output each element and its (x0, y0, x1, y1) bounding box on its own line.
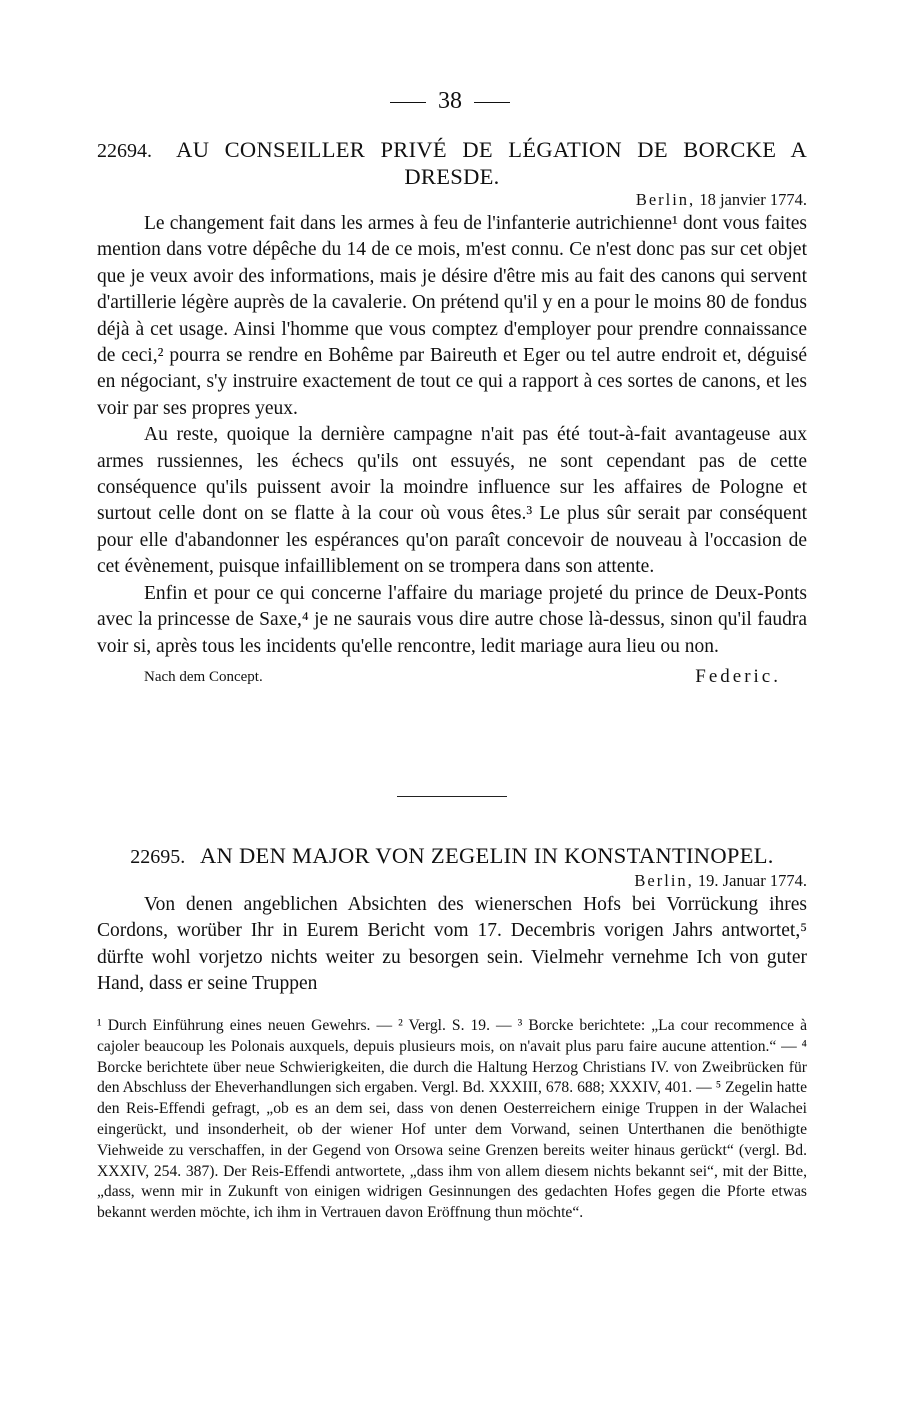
page-number-dash-right (474, 102, 510, 103)
letter-heading (97, 843, 807, 870)
source-note: Nach dem Concept. (144, 668, 263, 685)
letter-dateline (97, 189, 807, 211)
letter-date: 18 janvier 1774. (699, 190, 807, 209)
letter-22694 (97, 137, 807, 688)
letter-place: Berlin, (634, 871, 694, 890)
letter-paragraph: Enfin et pour ce qui concerne l'affaire du mariage projeté du prince de Deux-Ponts avec la princesse de Saxe,⁴ je ne saurais vous dire autre chose là-dessus, sinon qu'il faudra voir si, après tous les incidents qu'elle rencontre, ledit mariage aura lieu ou non. (97, 582, 807, 657)
letter-paragraph: Von denen angeblichen Absichten des wienerschen Hofs bei Vorrückung ihres Cordons, worüber Ihr in Eurem Bericht vom 17. Decembris vorigen Jahrs antwortet,⁵ dürfte wohl vorjetzo nichts weiter zu besorgen sein. Vielmehr vernehme Ich von guter Hand, dass er seine Truppen (97, 894, 807, 995)
letter-title: AU CONSEILLER PRIVÉ DE LÉGATION DE BORCKE A DRESDE. (176, 137, 807, 189)
letter-paragraph: Au reste, quoique la dernière campagne n'ait pas été tout-à-fait avantageuse aux armes russiennes, les échecs qu'ils ont essuyés, ne sont cependant pas de cette conséquence qu'ils puissent avoir la moindre influence sur les affaires de Pologne et surtout celle dont on se flatte à la cour où vous êtes.³ Le plus sûr serait par conséquent pour elle d'abandonner les espérances qu'on paraît concevoir de nouveau à l'occasion de cet évènement, puisque infailliblement on se trompera dans son attente. (97, 424, 807, 578)
letter-signoff (97, 666, 807, 688)
section-separator (397, 796, 507, 797)
page-number-dash-left (390, 102, 426, 103)
footnote-text: ¹ Durch Einführung eines neuen Gewehrs. — ² Vergl. S. 19. — ³ Borcke berichtete: „La cour recommence à cajoler beaucoup les Polonais auxquels, depuis plusieurs mois, on n'avait plus paru faire aucune attention.“ — ⁴ Borcke berichtete über neue Schwierigkeiten, die durch die Haltung Herzog Christians IV. von Zweibrücken für den Abschluss der Eheverhandlungen sich ergaben. Vergl. Bd. XXXIII, 678. 688; XXXIV, 401. — ⁵ Zegelin hatte den Reis-Effendi gefragt, „ob es an dem sei, dass von denen Oesterreichern einige Truppen in der Walachei eingerückt, und insonderheit, ob der wiener Hof unter dem Vorwand, seinen Unterthanen die benöthigte Viehweide zu verschaffen, in der Gegend von Orsowa seine Grenzen bereits weiter hinaus gerückt“ (vergl. Bd. XXXIV, 254. 387). Der Reis-Effendi antwortete, „dass ihm von allem diesem nichts bekannt sei“, mit der Bitte, „dass, wenn mir in Zukunft von einigen widrigen Gesinnungen des gedachten Hofes gegen die Pforte etwas bekannt werden möchte, ich ihm in Vertrauen davon Eröffnung thun möchte“. (97, 1017, 807, 1222)
letter-date: 19. Januar 1774. (697, 871, 807, 890)
letter-title: AN DEN MAJOR VON ZEGELIN IN KONSTANTINOPEL. (199, 843, 774, 868)
letter-number: 22695. (130, 846, 186, 868)
letter-heading (97, 137, 807, 189)
letter-number: 22694. (97, 140, 152, 162)
letter-dateline (97, 870, 807, 892)
letter-paragraph: Le changement fait dans les armes à feu de l'infanterie autrichienne¹ dont vous faites mention dans votre dépêche du 14 de ce mois, m'est connu. Ce n'est donc pas sur cet objet que je veux avoir des informations, mais je désire d'être mis au fait des canons qui servent d'artillerie légère auprès de la cavalerie. On prétend qu'il y en a pour le moins 80 de fondus déjà à cet usage. Ainsi l'homme que vous comptez d'employer pour prendre connaissance de ceci,² pourra se rendre en Bohême par Baireuth et Eger ou tel autre endroit et, déguisé en négociant, s'y instruire exactement de tout ce qui a rapport à ces sortes de canons, et les voir par ses propres yeux. (97, 213, 807, 419)
signature: Federic. (695, 665, 781, 687)
page-number (0, 86, 900, 116)
letter-22695 (97, 843, 807, 998)
letter-place: Berlin, (635, 190, 696, 209)
footnotes (97, 1016, 807, 1224)
page-number-value: 38 (438, 88, 462, 114)
